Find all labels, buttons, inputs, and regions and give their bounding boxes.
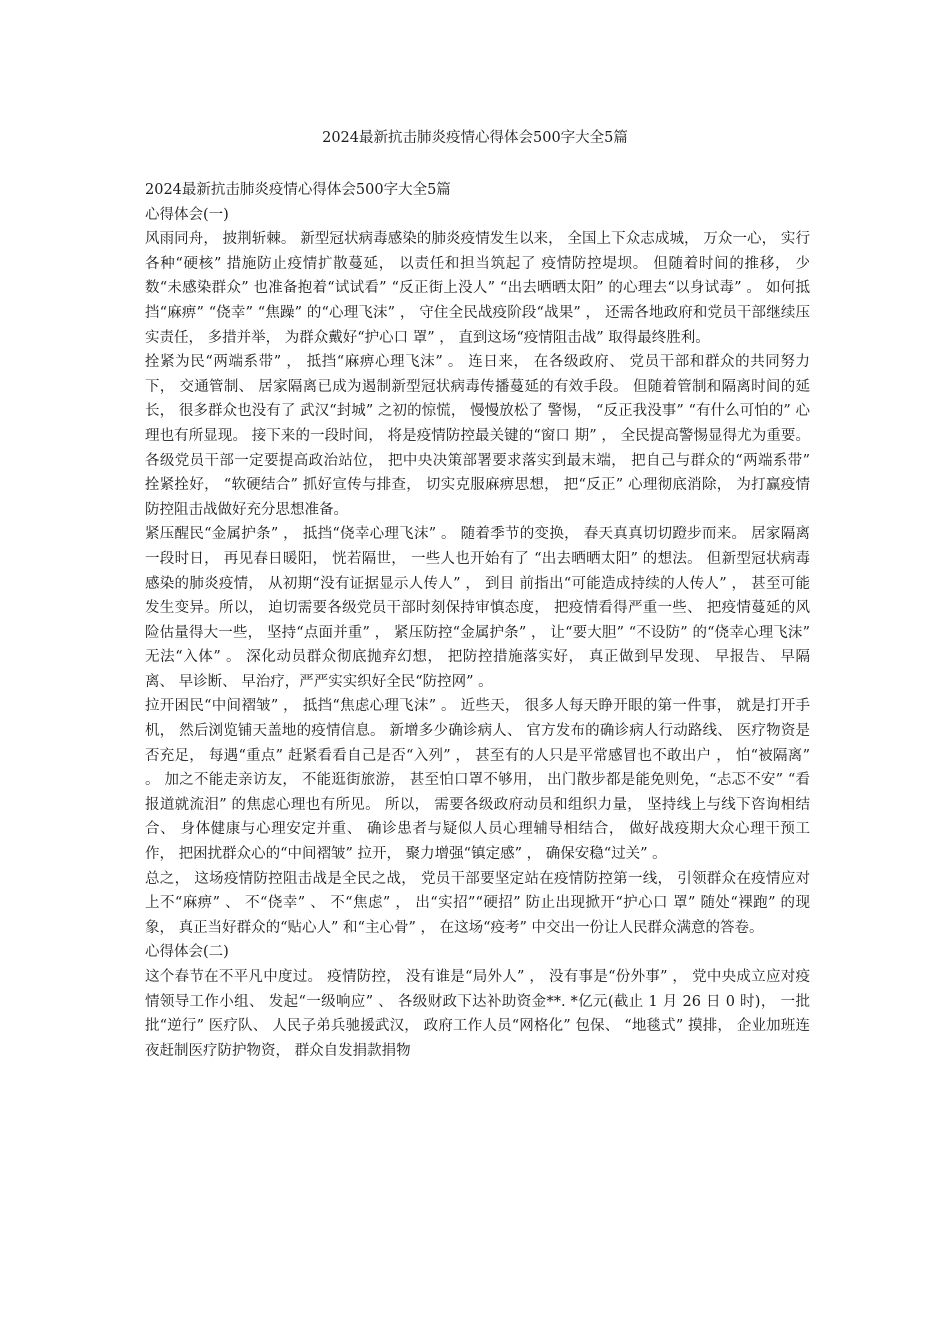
paragraph: 总之， 这场疫情防控阻击战是全民之战， 党员干部要坚定站在疫情防控第一线， 引领群众在疫情应对上不“麻痹” 、 不“侥幸” 、 不“焦虑” ， 出“实招”“硬招” 防止出现掀开“护心口 罩” 随处“裸跑” 的现象， 真正当好群众的“贴心人” 和“主心骨” ， 在这场“疫考” 中交出一份让人民群众满意的答卷。 [145, 870, 810, 936]
document-subtitle: 2024最新抗击肺炎疫情心得体会500字大全5篇 [145, 182, 451, 198]
document-body [145, 178, 810, 1063]
paragraph: 拉开困民“中间褶皱” ， 抵挡“焦虑心理飞沫” 。 近些天， 很多人每天睁开眼的第一件事， 就是打开手机， 然后浏览铺天盖地的疫情信息。 新增多少确诊病人、 官方发布的确诊病人行动路线、 医疗物资是否充足， 每遇“重点” 赶紧看看自己是否“入列” ， 甚至有的人只是平常感冒也不敢出户 ， 怕“被隔离” 。 加之不能走亲访友， 不能逛街旅游， 甚至怕口罩不够用， 出门散步都是能免则免，“忐忑不安” “看报道就流泪” 的焦虑心理也有所见。 所以， 需要各级政府动员和组织力量， 坚持线上与线下咨询相结合、 身体健康与心理安定并重、 确诊患者与疑似人员心理辅导相结合， 做好战疫期大众心理干预工作， 把困扰群众心的“中间褶皱” 拉开， 聚力增强“镇定感” ， 确保安稳“过关” 。 [145, 698, 810, 863]
paragraph: 拴紧为民“两端系带” ， 抵挡“麻痹心理飞沫” 。 连日来， 在各级政府、 党员干部和群众的共同努力下， 交通管制、 居家隔离已成为遏制新型冠状病毒传播蔓延的有效手段。 但随着管制和隔离时间的延长， 很多群众也没有了 武汉“封城” 之初的惊慌， 慢慢放松了 警惕， “反正我没事” “有什么可怕的” 心理也有所显现。 接下来的一段时间， 将是疫情防控最关键的“窗口 期” ， 全民提高警惕显得尤为重要。 各级党员干部一定要提高政治站位， 把中央决策部署要求落实到最末端， 把自己与群众的“两端系带” 拴紧拴好， “软硬结合” 抓好宣传与排查， 切实克服麻痹思想， 把“反正” 心理彻底消除， 为打赢疫情防控阻击战做好充分思想准备。 [145, 354, 810, 518]
paragraph: 风雨同舟， 披荆斩棘。 新型冠状病毒感染的肺炎疫情发生以来， 全国上下众志成城， 万众一心， 实行各种“硬核” 措施防止疫情扩散蔓延， 以责任和担当筑起了 疫情防控堤坝。 但随着时间的推移， 少数“未感染群众” 也准备抱着“试试看” “反正街上没人” “出去晒晒太阳” 的心理去“以身试毒” 。 如何抵挡“麻痹” “侥幸” “焦躁” 的“心理飞沫” ， 守住全民战疫阶段“战果” ， 还需各地政府和党员干部继续压实责任， 多措并举， 为群众戴好“护心口 罩” ， 直到这场“疫情阻击战” 取得最终胜利。 [145, 231, 810, 346]
section-heading-2: 心得体会(二) [145, 944, 229, 961]
document-title: 2024最新抗击肺炎疫情心得体会500字大全5篇 [322, 130, 628, 146]
section-heading-1: 心得体会(一) [145, 206, 229, 223]
paragraph: 这个春节在不平凡中度过。 疫情防控， 没有谁是“局外人” ， 没有事是“份外事” ， 党中央成立应对疫情领导工作小组、 发起“一级响应” 、 各级财政下达补助资金**. *亿元(截止 1 月 26 日 0 时)， 一批批“逆行” 医疗队、 人民子弟兵驰援武汉， 政府工作人员“网格化” 包保、 “地毯式” 摸排， 企业加班连夜赶制医疗防护物资， 群众自发捐款捐物 [145, 969, 810, 1059]
paragraph: 紧压醒民“金属护条” ， 抵挡“侥幸心理飞沫” 。 随着季节的变换， 春天真真切切蹬步而来。 居家隔离一段时日， 再见春日暖阳， 恍若隔世， 一些人也开始有了 “出去晒晒太阳” 的想法。 但新型冠状病毒感染的肺炎疫情， 从初期“没有证据显示人传人” ， 到目 前指出“可能造成持续的人传人” ， 甚至可能发生变异。所以， 迫切需要各级党员干部时刻保持审慎态度， 把疫情看得严重一些、 把疫情蔓延的风险估量得大一些， 坚持“点面并重” ， 紧压防控“金属护条” ， 让“要大胆” “不设防” 的“侥幸心理飞沫” 无法“入体” 。 深化动员群众彻底抛弃幻想， 把防控措施落实好， 真正做到早发现、 早报告、 早隔离、 早诊断、 早治疗，严严实实织好全民“防控网” 。 [145, 526, 810, 690]
